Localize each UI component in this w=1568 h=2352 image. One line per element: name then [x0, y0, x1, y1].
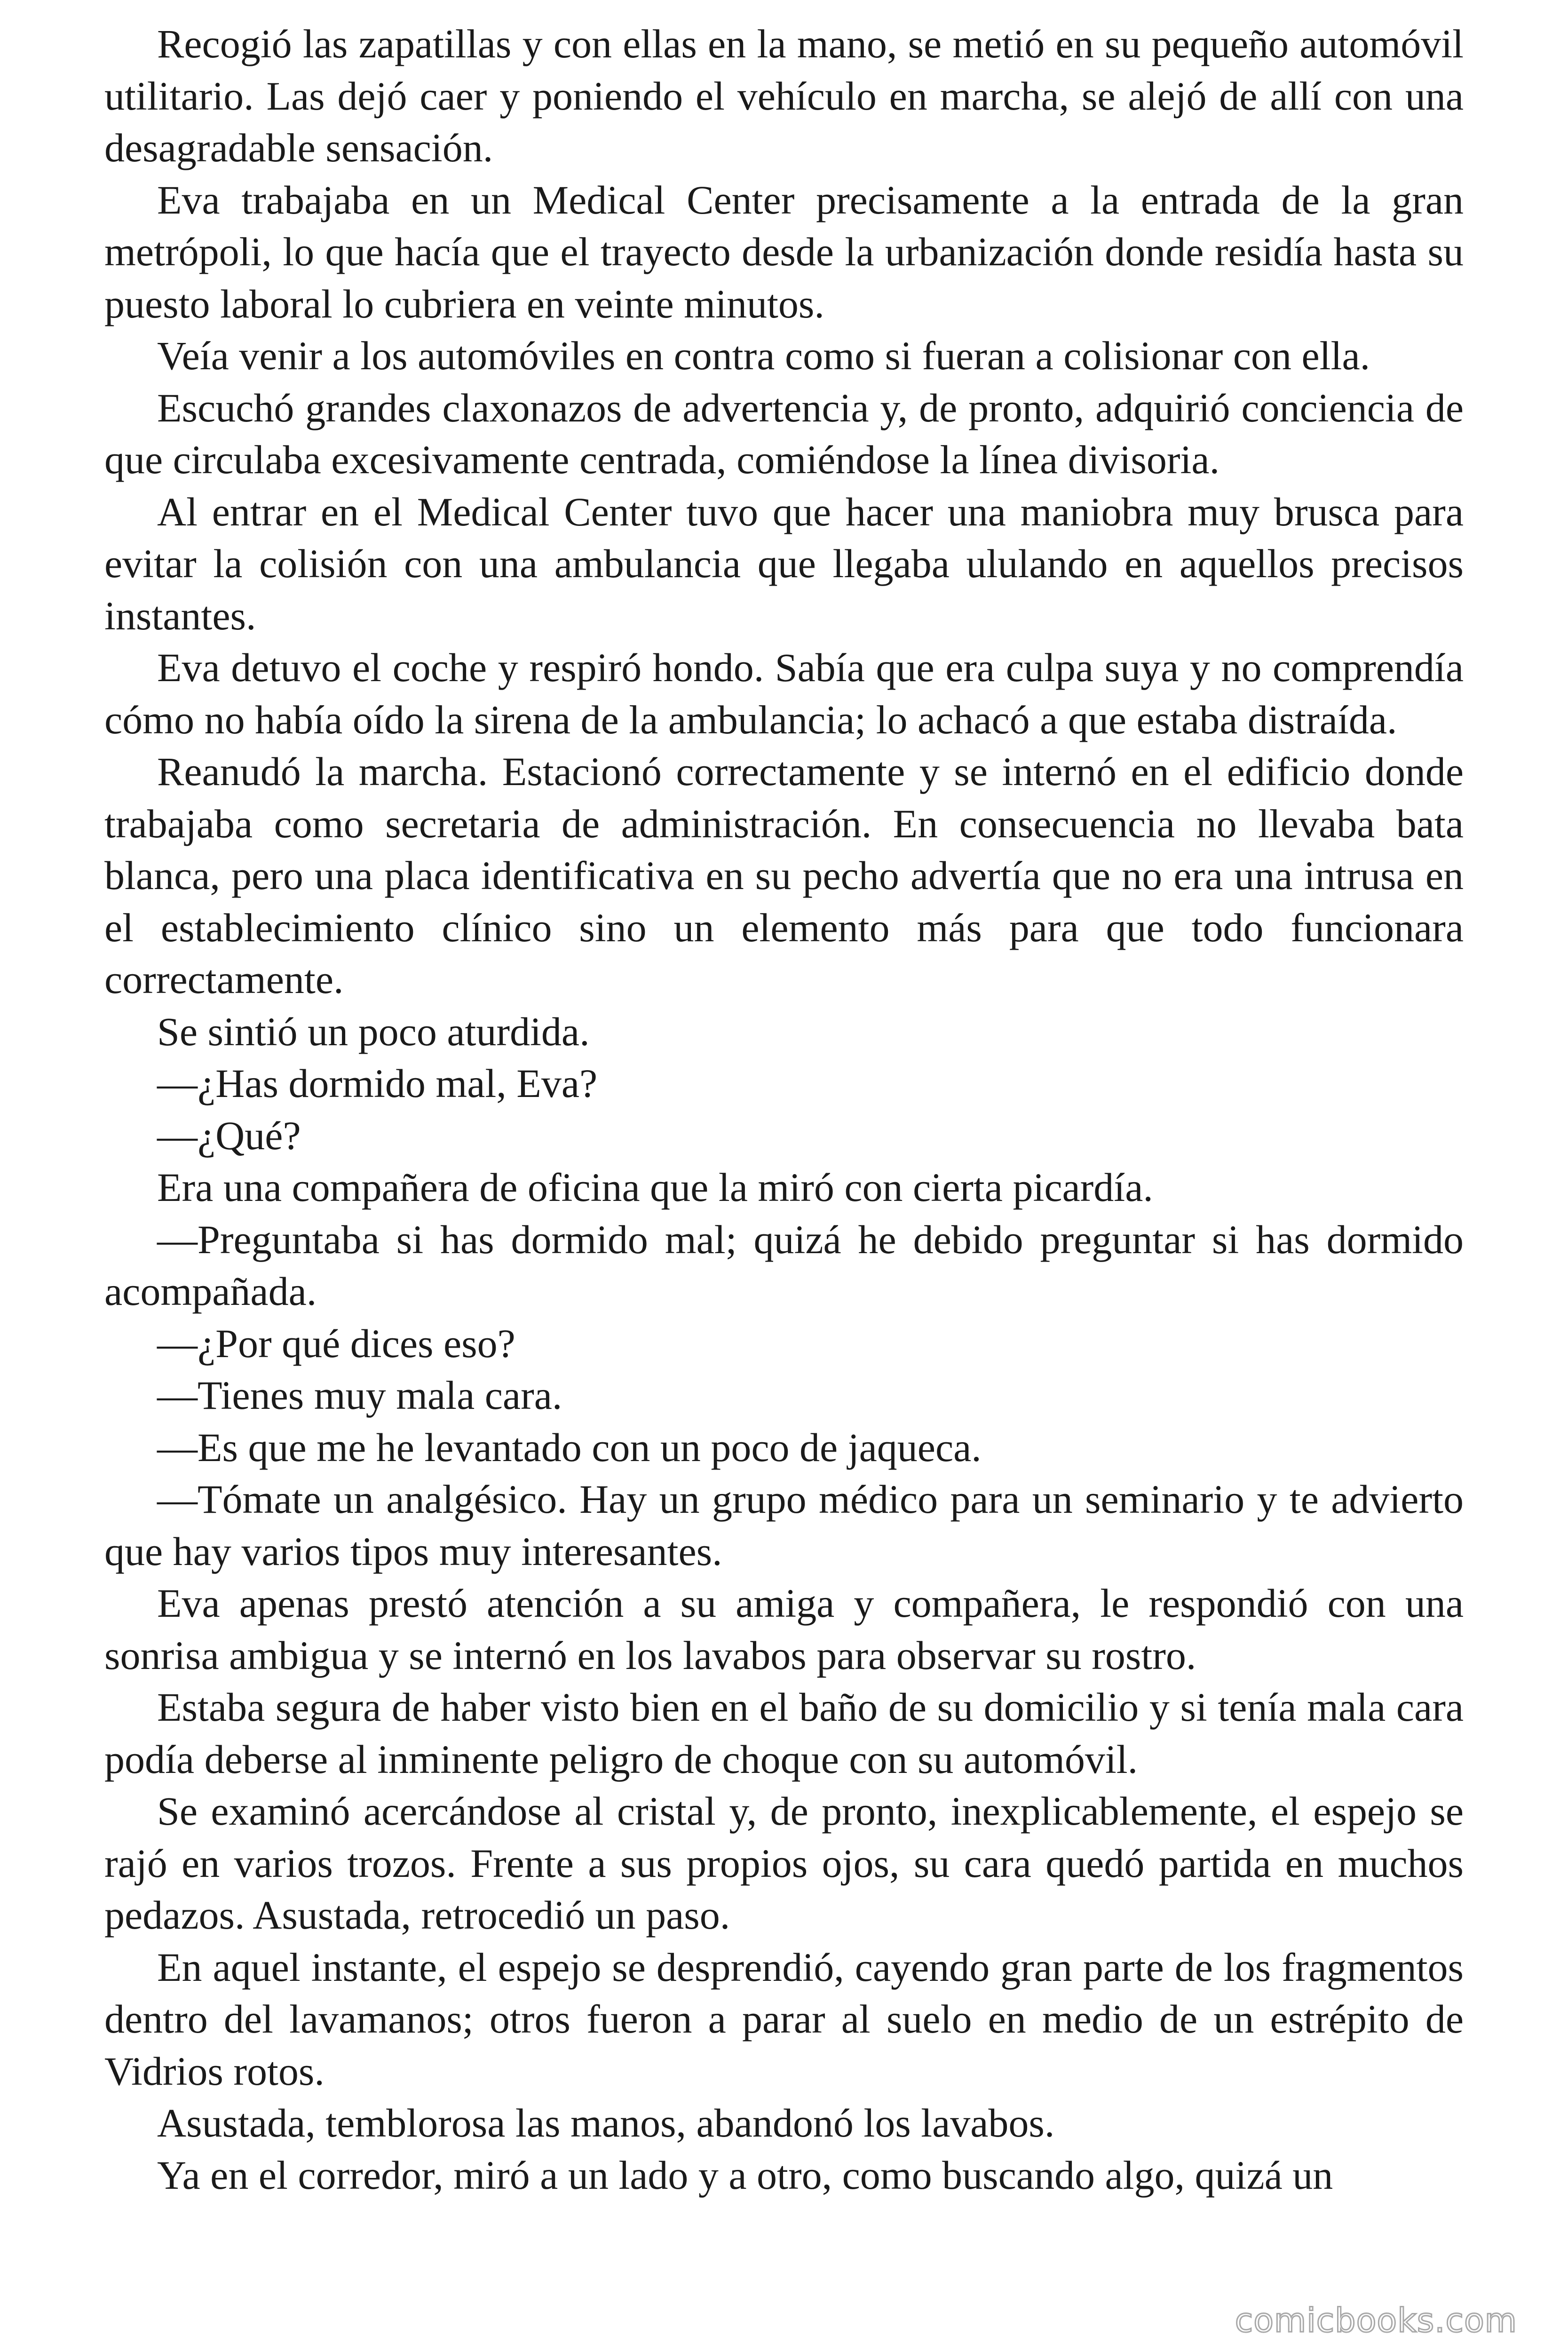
paragraph: Asustada, temblorosa las manos, abandonó los lavabos. — [157, 2100, 1055, 2145]
paragraph: Se examinó acercándose al cristal y, de pronto, inexplicablemente, el espejo se rajó en varios trozos. Frente a sus propios ojos, su cara quedó partida en muchos pedazos. Asustada, retrocedió un paso. — [104, 1788, 1464, 1938]
paragraph: En aquel instante, el espejo se desprendió, cayendo gran parte de los fragmentos dentro del lavamanos; otros fueron a parar al suelo en medio de un estrépito de Vidrios rotos. — [104, 1944, 1464, 2094]
watermark: comicbooks.com — [1235, 2301, 1517, 2340]
paragraph: Se sintió un poco aturdida. — [157, 1009, 590, 1054]
dialogue-line: —¿Qué? — [157, 1112, 301, 1158]
paragraph: Recogió las zapatillas y con ellas en la mano, se metió en su pequeño automóvil utilitario. Las dejó caer y poniendo el vehículo en marcha, se alejó de allí con una desagradable sensación. — [104, 21, 1464, 170]
dialogue-line: —Preguntaba si has dormido mal; quizá he debido preguntar si has dormido acompañada. — [104, 1216, 1464, 1314]
paragraph: Era una compañera de oficina que la miró con cierta picardía. — [157, 1165, 1153, 1210]
paragraph: Eva apenas prestó atención a su amiga y compañera, le respondió con una sonrisa ambigua y se internó en los lavabos para observar su rostro. — [104, 1581, 1464, 1678]
paragraph: Estaba segura de haber visto bien en el baño de su domicilio y si tenía mala cara podía deberse al inminente peligro de choque con su automóvil. — [104, 1685, 1464, 1782]
dialogue-line: —Tienes muy mala cara. — [157, 1373, 562, 1418]
paragraph: Eva detuvo el coche y respiró hondo. Sabía que era culpa suya y no comprendía cómo no había oído la sirena de la ambulancia; lo achacó a que estaba distraída. — [104, 645, 1464, 742]
paragraph: Escuchó grandes claxonazos de advertencia y, de pronto, adquirió conciencia de que circulaba excesivamente centrada, comiéndose la línea divisoria. — [104, 385, 1464, 482]
dialogue-line: —¿Has dormido mal, Eva? — [157, 1061, 598, 1106]
paragraph: Veía venir a los automóviles en contra como si fueran a colisionar con ella. — [157, 333, 1370, 378]
paragraph: Eva trabajaba en un Medical Center precisamente a la entrada de la gran metrópoli, lo que hacía que el trayecto desde la urbanización donde residía hasta su puesto laboral lo cubriera en veinte minutos. — [104, 177, 1464, 326]
paragraph: Reanudó la marcha. Estacionó correctamente y se internó en el edificio donde trabajaba como secretaria de administración. En consecuencia no llevaba bata blanca, pero una placa identificativa en su pecho advertía que no era una intrusa en el establecimiento clínico sino un elemento más para que todo funcionara correctamente. — [104, 749, 1464, 1002]
page-body — [104, 18, 1464, 2201]
dialogue-line: —¿Por qué dices eso? — [157, 1320, 515, 1366]
paragraph: Al entrar en el Medical Center tuvo que hacer una maniobra muy brusca para evitar la colisión con una ambulancia que llegaba ululando en aquellos precisos instantes. — [104, 489, 1464, 638]
dialogue-line: —Es que me he levantado con un poco de jaqueca. — [157, 1424, 982, 1470]
dialogue-line: —Tómate un analgésico. Hay un grupo médico para un seminario y te advierto que hay varios tipos muy interesantes. — [104, 1477, 1464, 1574]
paragraph: Ya en el corredor, miró a un lado y a otro, como buscando algo, quizá un — [157, 2152, 1333, 2198]
